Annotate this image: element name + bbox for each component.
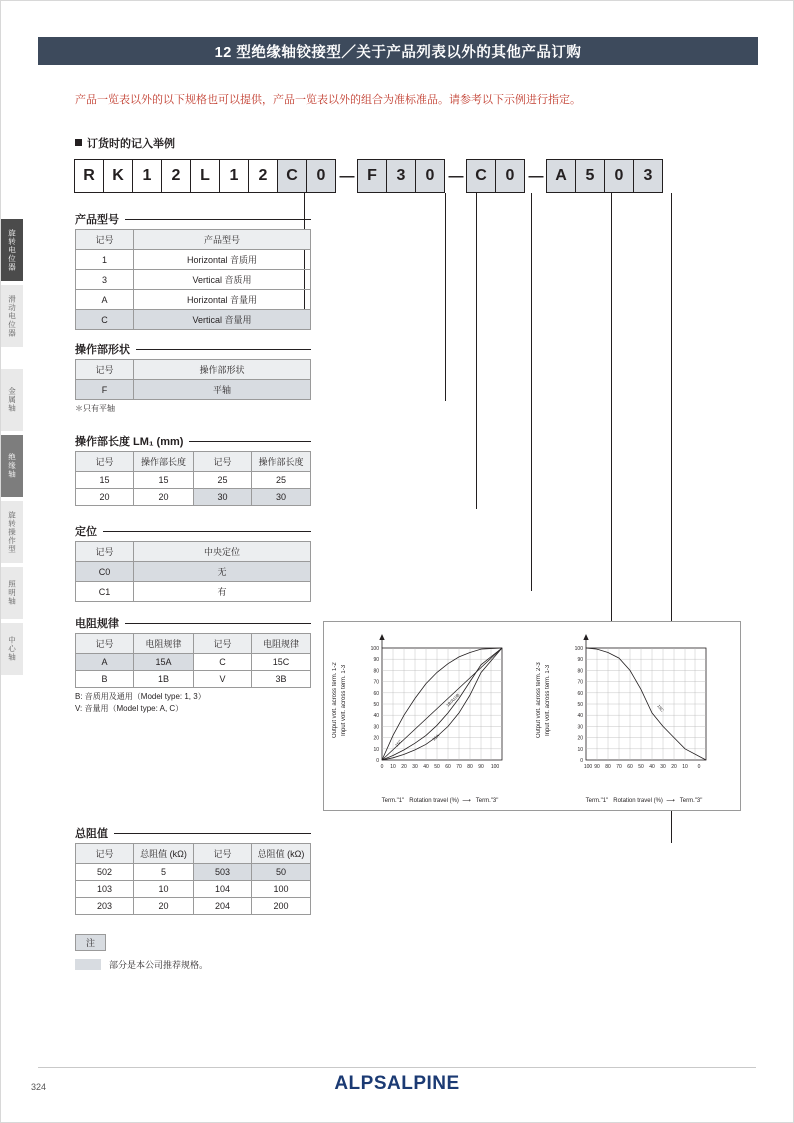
pn-char: L (190, 159, 220, 193)
svg-text:70: 70 (577, 679, 583, 686)
side-tab-metal-shaft[interactable]: 金属轴 (1, 369, 23, 431)
table-header-row (76, 844, 311, 864)
cell-detent: 有 (134, 582, 311, 602)
table-header-row (76, 230, 311, 250)
title-rule (189, 441, 311, 442)
cell-length: 30 (252, 489, 311, 506)
pn-char-0: 0 (495, 159, 525, 193)
svg-text:90: 90 (594, 764, 600, 770)
svg-text:30: 30 (577, 724, 583, 731)
col-symbol: 记号 (76, 844, 134, 864)
cell-resistance: 50 (252, 864, 311, 881)
svg-text:30: 30 (660, 764, 666, 770)
pn-separator: — (528, 167, 544, 185)
col-symbol: 记号 (76, 230, 134, 250)
table-row (76, 290, 311, 310)
svg-text:10: 10 (682, 764, 688, 770)
table-row (76, 562, 311, 582)
svg-text:70: 70 (616, 764, 622, 770)
chart-left-ylabel-2: Input volt. across term. 1-3 (341, 664, 347, 736)
cell-symbol: V (194, 671, 252, 688)
table-detent (75, 541, 311, 602)
chart-output-term-2-3 (536, 630, 732, 804)
title-rule (114, 833, 311, 834)
example-heading-label: 订货时的记入举例 (87, 138, 175, 150)
side-tab-rotary-operation[interactable]: 旋转操作型 (1, 501, 23, 563)
cell-symbol: 3 (76, 270, 134, 290)
svg-text:40: 40 (649, 764, 655, 770)
section-resistance (75, 825, 311, 915)
cell-symbol: F (76, 380, 134, 400)
cell-length: 25 (252, 472, 311, 489)
pn-char: 2 (161, 159, 191, 193)
side-tab-center-shaft[interactable]: 中心轴 (1, 623, 23, 675)
bullet-square-icon (75, 139, 82, 146)
table-header-row (76, 542, 311, 562)
pn-char: 2 (248, 159, 278, 193)
chart-left-xlabel-end: Term."3" (475, 798, 499, 804)
svg-text:60: 60 (577, 690, 583, 697)
svg-text:10: 10 (390, 764, 396, 770)
cell-symbol: 15 (76, 472, 134, 489)
svg-text:80: 80 (605, 764, 611, 770)
section-model-title-label: 产品型号 (75, 214, 119, 226)
cell-model: Vertical 音量用 (134, 310, 311, 330)
table-row (76, 881, 311, 898)
svg-text:70: 70 (456, 764, 462, 770)
table-row (76, 489, 311, 506)
chart-right-xlabel-end: Term."3" (679, 798, 703, 804)
taper-note-b: B: 音质用及通用（Model type: 1, 3） (75, 692, 206, 701)
section-detent-title (75, 523, 311, 539)
table-row (76, 472, 311, 489)
table-row (76, 270, 311, 290)
svg-text:100: 100 (583, 764, 593, 770)
svg-text:0: 0 (697, 764, 701, 770)
note-line (75, 958, 208, 971)
svg-text:20: 20 (671, 764, 677, 770)
svg-text:80: 80 (467, 764, 473, 770)
cell-taper: 1B (134, 671, 194, 688)
table-row (76, 898, 311, 915)
col-symbol: 记号 (76, 634, 134, 654)
chart-left-xlabel-start: Term."1" (381, 798, 405, 804)
table-header-row (76, 634, 311, 654)
cell-symbol: 30 (194, 489, 252, 506)
col-resistance: 总阻值 (kΩ) (134, 844, 194, 864)
title-rule (125, 219, 311, 220)
table-row (76, 380, 311, 400)
svg-text:1B/A10B: 1B/A10B (445, 692, 461, 708)
table-resistance (75, 843, 311, 915)
cell-symbol: 103 (76, 881, 134, 898)
note-swatch (75, 959, 101, 970)
svg-text:20: 20 (401, 764, 407, 770)
cell-symbol: 204 (194, 898, 252, 915)
section-taper (75, 615, 311, 714)
section-detent-title-label: 定位 (75, 526, 97, 538)
cell-resistance: 5 (134, 864, 194, 881)
note-text: 部分是本公司推荐规格。 (109, 960, 209, 970)
taper-curve-panel (323, 621, 741, 811)
cell-symbol: 25 (194, 472, 252, 489)
table-taper (75, 633, 311, 688)
cell-symbol: C0 (76, 562, 134, 582)
svg-text:80: 80 (373, 668, 379, 675)
intro-text: 产品一览表以外的以下规格也可以提供，产品一览表以外的组合为准标准品。请参考以下示例进行指定。 (75, 94, 581, 106)
cell-symbol: 502 (76, 864, 134, 881)
section-model (75, 211, 311, 330)
pn-group-1 (75, 159, 336, 193)
pn-char-res-0: 0 (604, 159, 634, 193)
svg-text:90: 90 (478, 764, 484, 770)
chart-right-svg (554, 634, 732, 786)
svg-text:15A: 15A (431, 733, 441, 742)
title-rule (125, 623, 311, 624)
pn-separator: — (448, 167, 464, 185)
cell-taper: 15C (252, 654, 311, 671)
section-shape-title (75, 341, 311, 357)
leader-taper (611, 193, 612, 663)
cell-model: Horizontal 音量用 (134, 290, 311, 310)
svg-text:15C: 15C (394, 738, 403, 748)
cell-symbol: A (76, 290, 134, 310)
table-shaft-shape (75, 359, 311, 400)
side-tab-illuminated-shaft[interactable]: 照明轴 (1, 567, 23, 619)
section-resistance-title (75, 825, 311, 841)
cell-symbol: 503 (194, 864, 252, 881)
cell-symbol: C (194, 654, 252, 671)
shape-footnote: ＊只有平轴 (75, 404, 115, 413)
note-tag: 注 (75, 934, 106, 951)
side-tab-slide-potentiometer[interactable]: 滑动电位器 (1, 285, 23, 347)
svg-text:30: 30 (373, 724, 379, 731)
chart-right-ylabel-1: Output volt. across term. 2-3 (536, 662, 542, 738)
pn-char: 1 (132, 159, 162, 193)
pn-char: K (103, 159, 133, 193)
brand-logo: ALPSALPINE (334, 1073, 460, 1094)
pn-char-detent-0: 0 (306, 159, 336, 193)
table-header-row (76, 360, 311, 380)
pn-char-c: C (466, 159, 496, 193)
taper-note-v: V: 音量用（Model type: A, C） (75, 704, 184, 713)
cell-shape: 平轴 (134, 380, 311, 400)
pn-char-taper-a: A (546, 159, 576, 193)
svg-text:90: 90 (373, 657, 379, 664)
cell-symbol: B (76, 671, 134, 688)
cell-symbol: 20 (76, 489, 134, 506)
title-rule (136, 349, 311, 350)
section-taper-title (75, 615, 311, 631)
leader-shape (445, 193, 446, 401)
svg-text:30: 30 (412, 764, 418, 770)
leader-detent (531, 193, 532, 591)
section-model-title (75, 211, 311, 227)
svg-text:60: 60 (445, 764, 451, 770)
cell-symbol: C1 (76, 582, 134, 602)
cell-resistance: 20 (134, 898, 194, 915)
table-header-row (76, 452, 311, 472)
col-symbol-2: 记号 (194, 844, 252, 864)
pn-char-res-5: 5 (575, 159, 605, 193)
svg-text:0: 0 (580, 758, 583, 764)
title-rule (103, 531, 311, 532)
svg-text:50: 50 (638, 764, 644, 770)
pn-char-shape-f: F (357, 159, 387, 193)
section-detent (75, 523, 311, 602)
footer-divider (38, 1067, 756, 1068)
svg-text:0: 0 (380, 764, 384, 770)
svg-text:10: 10 (577, 746, 583, 753)
svg-text:50: 50 (373, 702, 379, 708)
col-symbol-2: 记号 (194, 452, 252, 472)
section-shape-title-label: 操作部形状 (75, 344, 130, 356)
example-heading (75, 135, 175, 151)
svg-text:40: 40 (423, 764, 429, 770)
svg-text:100: 100 (574, 646, 583, 652)
cell-symbol: A (76, 654, 134, 671)
svg-text:50: 50 (434, 764, 440, 770)
svg-text:60: 60 (373, 690, 379, 697)
section-taper-title-label: 电阻规律 (75, 618, 119, 630)
col-length-2: 操作部长度 (252, 452, 311, 472)
table-row (76, 582, 311, 602)
leader-length (476, 193, 477, 509)
table-model (75, 229, 311, 330)
side-tab-insulated-shaft[interactable]: 绝缘轴 (1, 435, 23, 497)
pn-group-3 (467, 159, 525, 193)
section-shaft-length (75, 433, 311, 506)
pn-char-res-3: 3 (633, 159, 663, 193)
cell-taper: 15A (134, 654, 194, 671)
cell-symbol: 203 (76, 898, 134, 915)
col-symbol: 记号 (76, 542, 134, 562)
svg-text:15C: 15C (656, 703, 665, 713)
cell-resistance: 200 (252, 898, 311, 915)
pn-char-detent-c: C (277, 159, 307, 193)
pn-char-len-3: 3 (386, 159, 416, 193)
cell-model: Vertical 音质用 (134, 270, 311, 290)
svg-text:10: 10 (373, 746, 379, 753)
section-length-title (75, 433, 311, 449)
table-shaft-length (75, 451, 311, 506)
col-shape: 操作部形状 (134, 360, 311, 380)
col-taper-2: 电阻规律 (252, 634, 311, 654)
col-taper: 电阻规律 (134, 634, 194, 654)
svg-text:100: 100 (370, 646, 379, 652)
table-row (76, 864, 311, 881)
chart-right-xlabel-center: Rotation travel (%) (613, 798, 663, 804)
svg-text:50: 50 (577, 702, 583, 708)
col-length: 操作部长度 (134, 452, 194, 472)
table-row (76, 250, 311, 270)
cell-resistance: 100 (252, 881, 311, 898)
col-resistance-2: 总阻值 (kΩ) (252, 844, 311, 864)
col-center-detent: 中央定位 (134, 542, 311, 562)
chart-right-ylabel-2: Input volt. across term. 1-3 (545, 664, 551, 736)
col-symbol-2: 记号 (194, 634, 252, 654)
col-model: 产品型号 (134, 230, 311, 250)
svg-text:80: 80 (577, 668, 583, 675)
section-resistance-title-label: 总阻值 (75, 828, 108, 840)
chart-left-svg (350, 634, 528, 786)
col-symbol: 记号 (76, 360, 134, 380)
pn-group-2 (358, 159, 445, 193)
section-length-title-label: 操作部长度 LM₁ (mm) (75, 436, 184, 448)
svg-text:70: 70 (373, 679, 379, 686)
table-row (76, 310, 311, 330)
chart-left-xlabels: Term."1" Rotation travel (%) ⟶ Term."3" (381, 798, 499, 804)
pn-char: R (74, 159, 104, 193)
table-row (76, 654, 311, 671)
table-row (76, 671, 311, 688)
svg-text:40: 40 (577, 713, 583, 720)
cell-model: Horizontal 音质用 (134, 250, 311, 270)
side-tab-strip (1, 219, 23, 679)
cell-length: 20 (134, 489, 194, 506)
cell-symbol: 104 (194, 881, 252, 898)
cell-symbol: 1 (76, 250, 134, 270)
chart-right-xlabels: Term."1" Rotation travel (%) ⟶ Term."3" (585, 798, 703, 804)
pn-separator: — (339, 167, 355, 185)
side-tab-rotary-potentiometer[interactable]: 旋转电位器 (1, 219, 23, 281)
note-block (75, 933, 208, 971)
svg-text:60: 60 (627, 764, 633, 770)
svg-text:20: 20 (577, 735, 583, 742)
pn-char-len-0: 0 (415, 159, 445, 193)
page-number: 324 (31, 1082, 47, 1092)
chart-right-xlabel-start: Term."1" (585, 798, 609, 804)
cell-length: 15 (134, 472, 194, 489)
svg-text:100: 100 (490, 764, 500, 770)
pn-char: 1 (219, 159, 249, 193)
chart-output-term-1-2 (332, 630, 528, 804)
svg-text:20: 20 (373, 735, 379, 742)
chart-left-xlabel-center: Rotation travel (%) (409, 798, 459, 804)
svg-text:90: 90 (577, 657, 583, 664)
part-number-row (75, 159, 663, 193)
section-shaft-shape (75, 341, 311, 414)
cell-symbol: C (76, 310, 134, 330)
cell-taper: 3B (252, 671, 311, 688)
col-symbol: 记号 (76, 452, 134, 472)
svg-text:40: 40 (373, 713, 379, 720)
cell-resistance: 10 (134, 881, 194, 898)
pn-group-4 (547, 159, 663, 193)
svg-text:0: 0 (376, 758, 379, 764)
cell-detent: 无 (134, 562, 311, 582)
chart-left-ylabel-1: Output volt. across term. 1-2 (332, 662, 338, 738)
page-title: 12 型绝缘轴铰接型／关于产品列表以外的其他产品订购 (38, 37, 758, 65)
